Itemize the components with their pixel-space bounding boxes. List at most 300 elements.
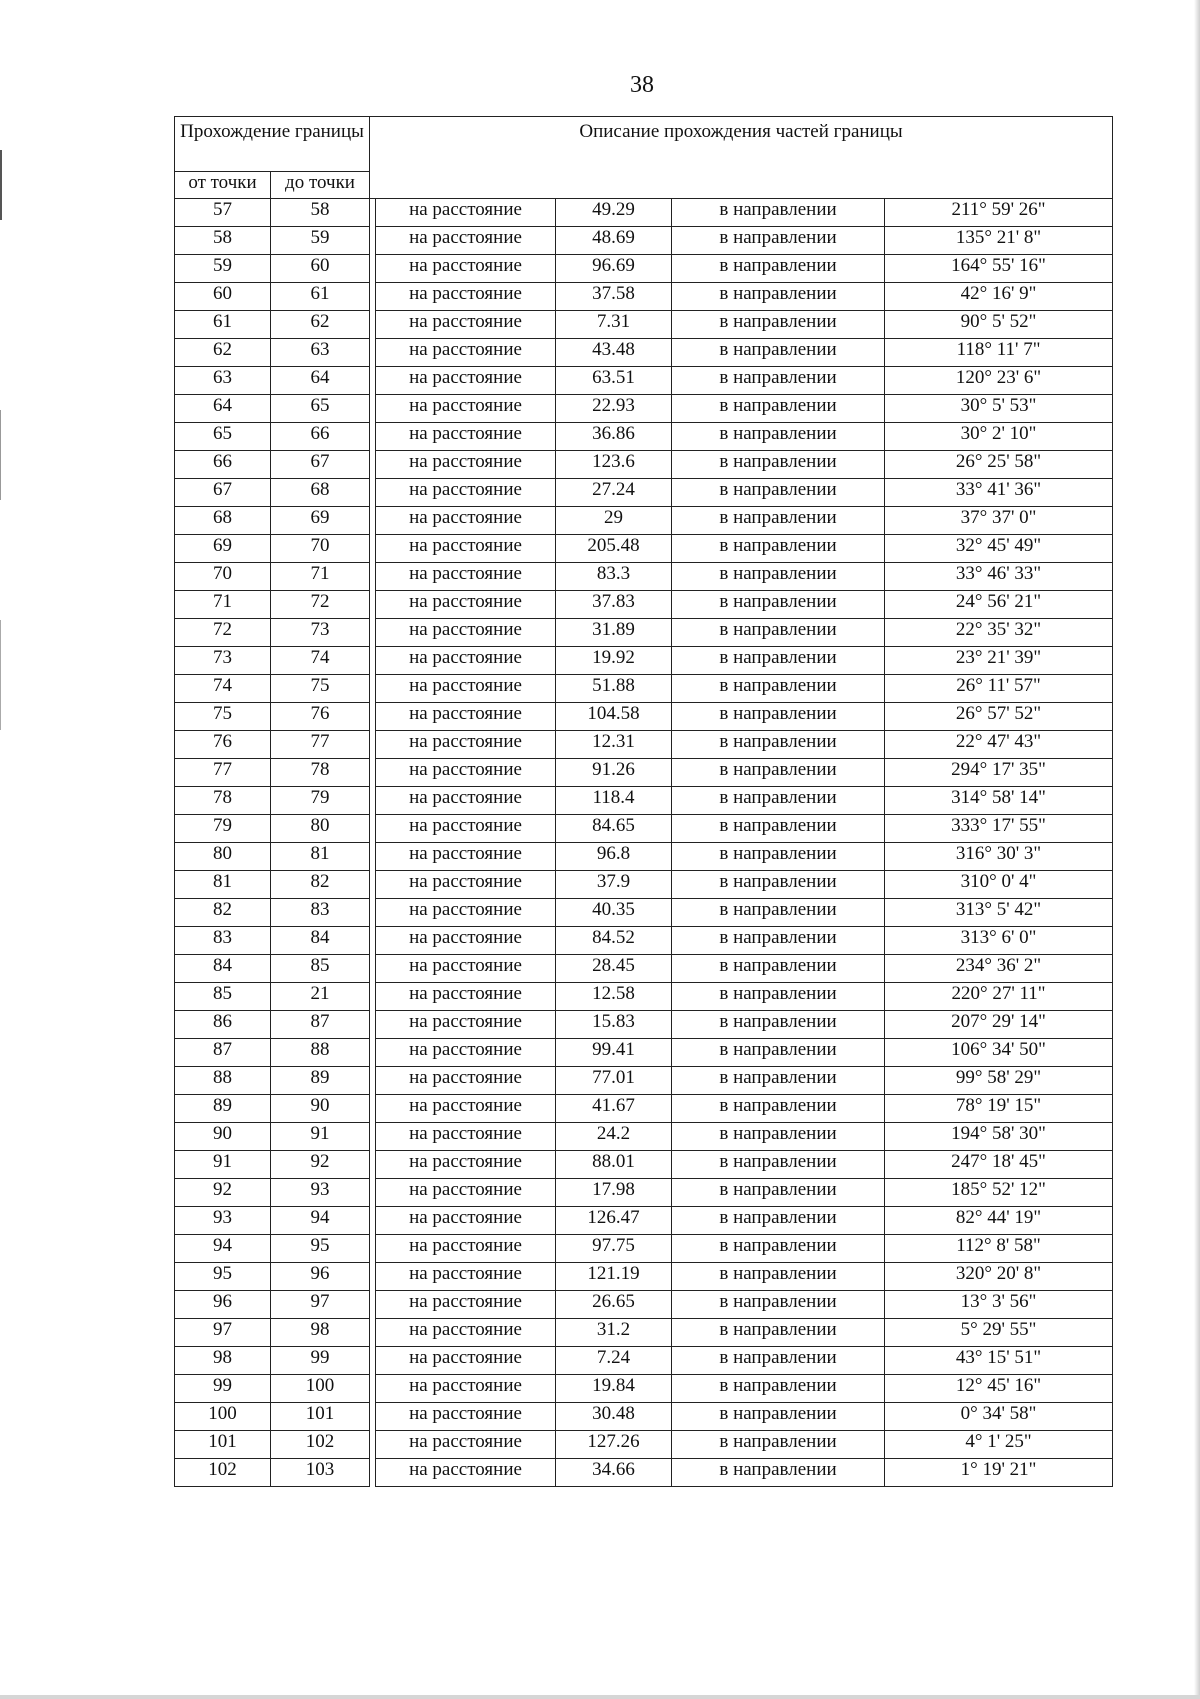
distance-label-cell: на расстояние [376,647,556,675]
point-from-cell: 90 [175,1123,271,1151]
direction-label-cell: в направлении [672,311,885,339]
distance-label-cell: на расстояние [376,1403,556,1431]
bearing-value-cell: 314° 58' 14" [885,787,1113,815]
point-to-cell: 59 [271,227,370,255]
distance-label-cell: на расстояние [376,703,556,731]
point-to-cell: 66 [271,423,370,451]
direction-label-cell: в направлении [672,1067,885,1095]
distance-value-cell: 26.65 [556,1291,672,1319]
point-to-cell: 65 [271,395,370,423]
direction-label-cell: в направлении [672,1347,885,1375]
direction-label-cell: в направлении [672,759,885,787]
distance-label-cell: на расстояние [376,815,556,843]
bearing-value-cell: 42° 16' 9" [885,283,1113,311]
distance-label-cell: на расстояние [376,199,556,227]
boundary-table [174,116,1113,1487]
point-to-cell: 58 [271,199,370,227]
distance-value-cell: 12.58 [556,983,672,1011]
point-to-cell: 88 [271,1039,370,1067]
distance-value-cell: 83.3 [556,563,672,591]
table-row [175,283,1113,311]
table-row [175,927,1113,955]
point-from-cell: 85 [175,983,271,1011]
point-from-cell: 97 [175,1319,271,1347]
distance-label-cell: на расстояние [376,1375,556,1403]
direction-label-cell: в направлении [672,1011,885,1039]
distance-label-cell: на расстояние [376,1011,556,1039]
direction-label-cell: в направлении [672,1179,885,1207]
distance-value-cell: 121.19 [556,1263,672,1291]
table-row [175,1123,1113,1151]
table-row [175,423,1113,451]
distance-label-cell: на расстояние [376,983,556,1011]
point-from-cell: 60 [175,283,271,311]
table-row [175,367,1113,395]
bearing-value-cell: 211° 59' 26" [885,199,1113,227]
distance-value-cell: 12.31 [556,731,672,759]
point-to-cell: 101 [271,1403,370,1431]
table-row [175,227,1113,255]
table-row [175,619,1113,647]
distance-value-cell: 7.31 [556,311,672,339]
distance-value-cell: 36.86 [556,423,672,451]
point-to-cell: 71 [271,563,370,591]
distance-value-cell: 37.83 [556,591,672,619]
table-row [175,731,1113,759]
direction-label-cell: в направлении [672,787,885,815]
direction-label-cell: в направлении [672,703,885,731]
table-row [175,339,1113,367]
distance-label-cell: на расстояние [376,1459,556,1487]
bearing-value-cell: 43° 15' 51" [885,1347,1113,1375]
scan-mark-left [0,150,2,220]
distance-label-cell: на расстояние [376,1095,556,1123]
point-from-cell: 91 [175,1151,271,1179]
table-row [175,1403,1113,1431]
point-to-cell: 78 [271,759,370,787]
bearing-value-cell: 5° 29' 55" [885,1319,1113,1347]
distance-value-cell: 84.52 [556,927,672,955]
distance-label-cell: на расстояние [376,731,556,759]
bearing-value-cell: 220° 27' 11" [885,983,1113,1011]
point-from-cell: 89 [175,1095,271,1123]
distance-label-cell: на расстояние [376,955,556,983]
direction-label-cell: в направлении [672,983,885,1011]
point-from-cell: 82 [175,899,271,927]
table-row [175,759,1113,787]
point-from-cell: 87 [175,1039,271,1067]
point-from-cell: 58 [175,227,271,255]
distance-label-cell: на расстояние [376,563,556,591]
bearing-value-cell: 32° 45' 49" [885,535,1113,563]
bearing-value-cell: 234° 36' 2" [885,955,1113,983]
direction-label-cell: в направлении [672,339,885,367]
bearing-value-cell: 1° 19' 21" [885,1459,1113,1487]
point-from-cell: 75 [175,703,271,731]
table-row [175,1039,1113,1067]
point-from-cell: 59 [175,255,271,283]
distance-value-cell: 96.69 [556,255,672,283]
table-row [175,1151,1113,1179]
distance-value-cell: 29 [556,507,672,535]
direction-label-cell: в направлении [672,199,885,227]
point-to-cell: 76 [271,703,370,731]
table-row [175,675,1113,703]
point-to-cell: 73 [271,619,370,647]
distance-label-cell: на расстояние [376,479,556,507]
distance-label-cell: на расстояние [376,871,556,899]
distance-label-cell: на расстояние [376,1039,556,1067]
point-from-cell: 80 [175,843,271,871]
table-row [175,1375,1113,1403]
bearing-value-cell: 112° 8' 58" [885,1235,1113,1263]
point-to-cell: 99 [271,1347,370,1375]
table-row [175,1263,1113,1291]
direction-label-cell: в направлении [672,871,885,899]
table-row [175,563,1113,591]
table-row [175,591,1113,619]
distance-label-cell: на расстояние [376,619,556,647]
point-from-cell: 63 [175,367,271,395]
direction-label-cell: в направлении [672,1235,885,1263]
point-to-cell: 75 [271,675,370,703]
point-from-cell: 76 [175,731,271,759]
point-from-cell: 94 [175,1235,271,1263]
table-row [175,507,1113,535]
point-to-cell: 103 [271,1459,370,1487]
distance-label-cell: на расстояние [376,255,556,283]
point-from-cell: 99 [175,1375,271,1403]
bearing-value-cell: 12° 45' 16" [885,1375,1113,1403]
bearing-value-cell: 207° 29' 14" [885,1011,1113,1039]
header-description: Описание прохождения частей границы [370,117,1113,199]
header-to-point: до точки [271,172,370,199]
point-from-cell: 62 [175,339,271,367]
distance-label-cell: на расстояние [376,339,556,367]
bearing-value-cell: 26° 57' 52" [885,703,1113,731]
point-from-cell: 67 [175,479,271,507]
direction-label-cell: в направлении [672,1207,885,1235]
direction-label-cell: в направлении [672,647,885,675]
direction-label-cell: в направлении [672,955,885,983]
table-row [175,843,1113,871]
distance-label-cell: на расстояние [376,367,556,395]
point-to-cell: 93 [271,1179,370,1207]
point-from-cell: 88 [175,1067,271,1095]
distance-value-cell: 118.4 [556,787,672,815]
distance-value-cell: 77.01 [556,1067,672,1095]
direction-label-cell: в направлении [672,451,885,479]
bearing-value-cell: 30° 5' 53" [885,395,1113,423]
distance-value-cell: 205.48 [556,535,672,563]
distance-value-cell: 41.67 [556,1095,672,1123]
table-row [175,1207,1113,1235]
point-to-cell: 61 [271,283,370,311]
distance-value-cell: 30.48 [556,1403,672,1431]
bearing-value-cell: 320° 20' 8" [885,1263,1113,1291]
bearing-value-cell: 33° 41' 36" [885,479,1113,507]
point-from-cell: 96 [175,1291,271,1319]
point-from-cell: 66 [175,451,271,479]
table-row [175,1319,1113,1347]
point-from-cell: 57 [175,199,271,227]
point-from-cell: 64 [175,395,271,423]
direction-label-cell: в направлении [672,1431,885,1459]
distance-label-cell: на расстояние [376,591,556,619]
table-row [175,815,1113,843]
distance-value-cell: 123.6 [556,451,672,479]
distance-value-cell: 19.92 [556,647,672,675]
scan-mark-left-2 [0,410,1,500]
distance-label-cell: на расстояние [376,843,556,871]
distance-value-cell: 97.75 [556,1235,672,1263]
bearing-value-cell: 33° 46' 33" [885,563,1113,591]
point-to-cell: 82 [271,871,370,899]
table-row [175,1459,1113,1487]
table-row [175,871,1113,899]
table-row [175,1011,1113,1039]
point-from-cell: 72 [175,619,271,647]
direction-label-cell: в направлении [672,1039,885,1067]
point-from-cell: 77 [175,759,271,787]
table-row [175,451,1113,479]
direction-label-cell: в направлении [672,619,885,647]
scan-shadow-right [1194,0,1200,1699]
direction-label-cell: в направлении [672,283,885,311]
table-row [175,199,1113,227]
direction-label-cell: в направлении [672,255,885,283]
distance-label-cell: на расстояние [376,395,556,423]
bearing-value-cell: 313° 5' 42" [885,899,1113,927]
bearing-value-cell: 22° 35' 32" [885,619,1113,647]
bearing-value-cell: 194° 58' 30" [885,1123,1113,1151]
table-row [175,1291,1113,1319]
direction-label-cell: в направлении [672,1375,885,1403]
distance-value-cell: 40.35 [556,899,672,927]
distance-value-cell: 126.47 [556,1207,672,1235]
direction-label-cell: в направлении [672,899,885,927]
direction-label-cell: в направлении [672,563,885,591]
distance-value-cell: 104.58 [556,703,672,731]
table-row [175,395,1113,423]
direction-label-cell: в направлении [672,1263,885,1291]
direction-label-cell: в направлении [672,1291,885,1319]
distance-value-cell: 88.01 [556,1151,672,1179]
bearing-value-cell: 310° 0' 4" [885,871,1113,899]
point-to-cell: 79 [271,787,370,815]
direction-label-cell: в направлении [672,815,885,843]
point-to-cell: 95 [271,1235,370,1263]
bearing-value-cell: 37° 37' 0" [885,507,1113,535]
direction-label-cell: в направлении [672,1151,885,1179]
bearing-value-cell: 82° 44' 19" [885,1207,1113,1235]
bearing-value-cell: 26° 11' 57" [885,675,1113,703]
point-from-cell: 101 [175,1431,271,1459]
direction-label-cell: в направлении [672,1095,885,1123]
point-from-cell: 79 [175,815,271,843]
point-from-cell: 71 [175,591,271,619]
bearing-value-cell: 4° 1' 25" [885,1431,1113,1459]
table-row [175,479,1113,507]
distance-value-cell: 37.58 [556,283,672,311]
distance-label-cell: на расстояние [376,899,556,927]
direction-label-cell: в направлении [672,1319,885,1347]
table-row [175,1179,1113,1207]
direction-label-cell: в направлении [672,1403,885,1431]
distance-value-cell: 96.8 [556,843,672,871]
point-from-cell: 95 [175,1263,271,1291]
bearing-value-cell: 13° 3' 56" [885,1291,1113,1319]
scan-shadow-bottom [0,1695,1200,1699]
direction-label-cell: в направлении [672,927,885,955]
direction-label-cell: в направлении [672,367,885,395]
distance-label-cell: на расстояние [376,787,556,815]
distance-label-cell: на расстояние [376,1431,556,1459]
distance-value-cell: 84.65 [556,815,672,843]
point-to-cell: 70 [271,535,370,563]
point-to-cell: 97 [271,1291,370,1319]
bearing-value-cell: 26° 25' 58" [885,451,1113,479]
distance-label-cell: на расстояние [376,759,556,787]
distance-label-cell: на расстояние [376,1263,556,1291]
direction-label-cell: в направлении [672,591,885,619]
bearing-value-cell: 90° 5' 52" [885,311,1113,339]
bearing-value-cell: 313° 6' 0" [885,927,1113,955]
bearing-value-cell: 185° 52' 12" [885,1179,1113,1207]
point-from-cell: 68 [175,507,271,535]
point-from-cell: 86 [175,1011,271,1039]
direction-label-cell: в направлении [672,1459,885,1487]
distance-label-cell: на расстояние [376,1067,556,1095]
point-to-cell: 81 [271,843,370,871]
point-from-cell: 69 [175,535,271,563]
distance-value-cell: 24.2 [556,1123,672,1151]
bearing-value-cell: 22° 47' 43" [885,731,1113,759]
distance-value-cell: 51.88 [556,675,672,703]
distance-value-cell: 22.93 [556,395,672,423]
point-to-cell: 102 [271,1431,370,1459]
point-from-cell: 102 [175,1459,271,1487]
point-to-cell: 60 [271,255,370,283]
point-from-cell: 78 [175,787,271,815]
distance-label-cell: на расстояние [376,451,556,479]
distance-value-cell: 99.41 [556,1039,672,1067]
point-to-cell: 68 [271,479,370,507]
bearing-value-cell: 78° 19' 15" [885,1095,1113,1123]
point-to-cell: 67 [271,451,370,479]
point-to-cell: 62 [271,311,370,339]
distance-value-cell: 19.84 [556,1375,672,1403]
point-from-cell: 70 [175,563,271,591]
distance-value-cell: 43.48 [556,339,672,367]
distance-value-cell: 31.89 [556,619,672,647]
distance-value-cell: 37.9 [556,871,672,899]
bearing-value-cell: 316° 30' 3" [885,843,1113,871]
distance-value-cell: 27.24 [556,479,672,507]
distance-label-cell: на расстояние [376,1179,556,1207]
distance-label-cell: на расстояние [376,535,556,563]
distance-label-cell: на расстояние [376,227,556,255]
distance-label-cell: на расстояние [376,1319,556,1347]
table-row [175,787,1113,815]
point-to-cell: 84 [271,927,370,955]
point-to-cell: 92 [271,1151,370,1179]
point-from-cell: 93 [175,1207,271,1235]
distance-value-cell: 7.24 [556,1347,672,1375]
bearing-value-cell: 0° 34' 58" [885,1403,1113,1431]
point-to-cell: 90 [271,1095,370,1123]
table-row [175,1095,1113,1123]
table-row [175,703,1113,731]
distance-value-cell: 63.51 [556,367,672,395]
point-to-cell: 63 [271,339,370,367]
distance-label-cell: на расстояние [376,1235,556,1263]
point-to-cell: 74 [271,647,370,675]
distance-value-cell: 31.2 [556,1319,672,1347]
table-row [175,535,1113,563]
bearing-value-cell: 106° 34' 50" [885,1039,1113,1067]
point-to-cell: 21 [271,983,370,1011]
direction-label-cell: в направлении [672,1123,885,1151]
point-to-cell: 72 [271,591,370,619]
bearing-value-cell: 247° 18' 45" [885,1151,1113,1179]
bearing-value-cell: 99° 58' 29" [885,1067,1113,1095]
point-to-cell: 96 [271,1263,370,1291]
table-row [175,311,1113,339]
distance-label-cell: на расстояние [376,283,556,311]
header-passage: Прохождение границы [175,117,370,172]
table-row [175,899,1113,927]
point-to-cell: 91 [271,1123,370,1151]
distance-value-cell: 17.98 [556,1179,672,1207]
direction-label-cell: в направлении [672,535,885,563]
distance-value-cell: 28.45 [556,955,672,983]
bearing-value-cell: 294° 17' 35" [885,759,1113,787]
point-from-cell: 100 [175,1403,271,1431]
direction-label-cell: в направлении [672,843,885,871]
point-from-cell: 61 [175,311,271,339]
point-to-cell: 98 [271,1319,370,1347]
distance-label-cell: на расстояние [376,507,556,535]
point-to-cell: 64 [271,367,370,395]
page-number: 38 [630,72,654,98]
bearing-value-cell: 135° 21' 8" [885,227,1113,255]
distance-label-cell: на расстояние [376,1207,556,1235]
scan-mark-left-3 [0,620,1,730]
header-from-point: от точки [175,172,271,199]
point-from-cell: 65 [175,423,271,451]
bearing-value-cell: 118° 11' 7" [885,339,1113,367]
table-row [175,1235,1113,1263]
point-from-cell: 74 [175,675,271,703]
point-to-cell: 100 [271,1375,370,1403]
distance-value-cell: 91.26 [556,759,672,787]
table-row [175,983,1113,1011]
distance-value-cell: 15.83 [556,1011,672,1039]
point-to-cell: 77 [271,731,370,759]
distance-label-cell: на расстояние [376,927,556,955]
point-from-cell: 98 [175,1347,271,1375]
distance-value-cell: 49.29 [556,199,672,227]
point-from-cell: 73 [175,647,271,675]
distance-label-cell: на расстояние [376,1347,556,1375]
distance-value-cell: 34.66 [556,1459,672,1487]
direction-label-cell: в направлении [672,479,885,507]
table-row [175,647,1113,675]
point-from-cell: 92 [175,1179,271,1207]
table-row [175,1431,1113,1459]
direction-label-cell: в направлении [672,507,885,535]
